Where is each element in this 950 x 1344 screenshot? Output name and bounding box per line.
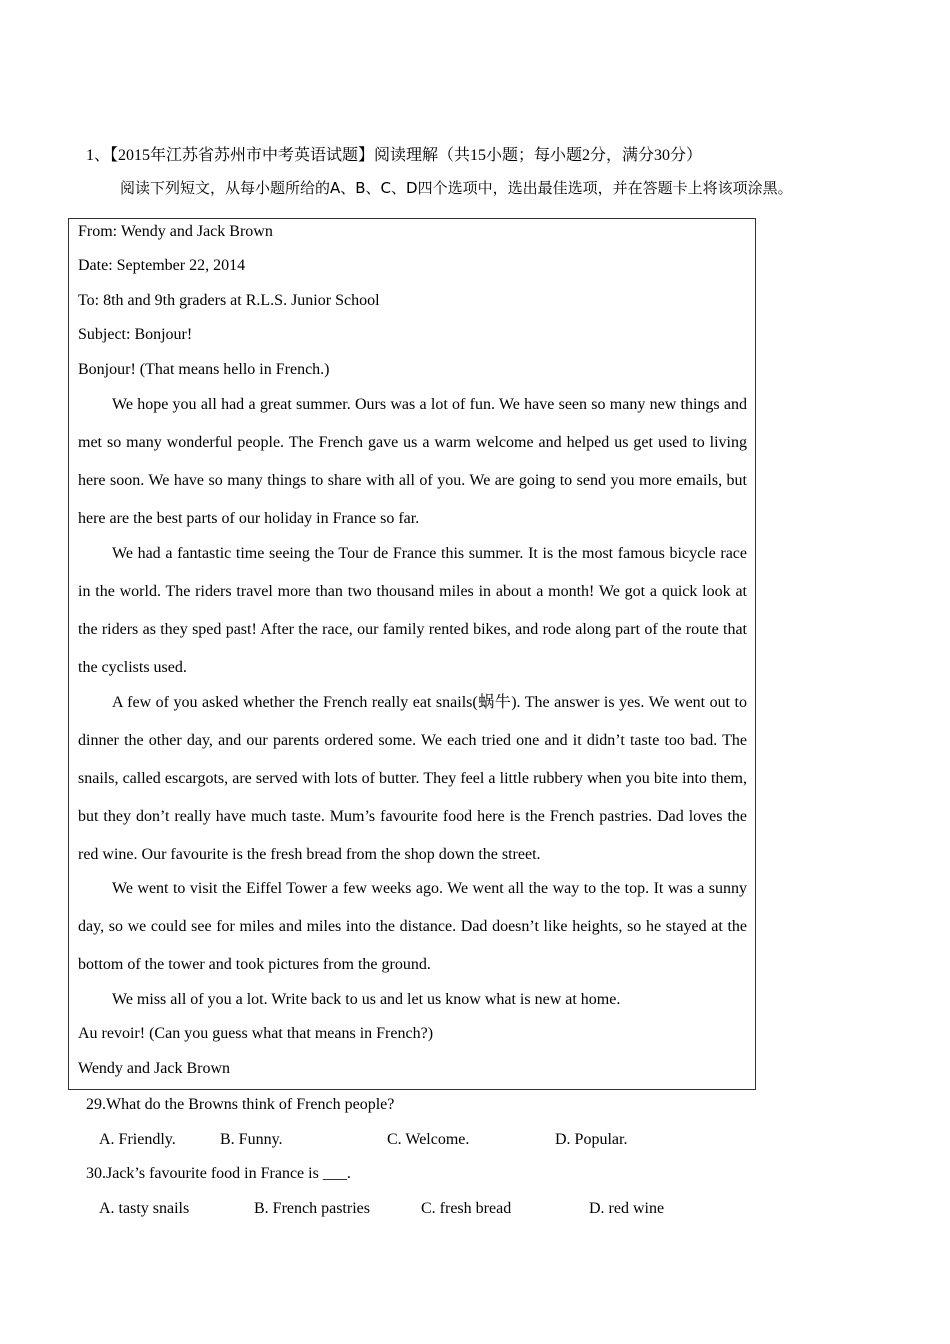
letter-greeting: Bonjour! (That means hello in French.) bbox=[78, 361, 330, 378]
letter-subject: Subject: Bonjour! bbox=[78, 326, 193, 343]
question-header: 1、【2015年江苏省苏州市中考英语试题】阅读理解（共15小题；每小题2分，满分30分） bbox=[86, 147, 703, 164]
instruction-text: 阅读下列短文，从每小题所给的A、B、C、D四个选项中，选出最佳选项，并在答题卡上将该项涂黑。 bbox=[120, 179, 793, 197]
question-30-option-b[interactable]: B. French pastries bbox=[254, 1200, 370, 1217]
letter-paragraph: We hope you all had a great summer. Ours was a lot of fun. We have seen so many new things and met so many wonderful people. The French gave us a warm welcome and helped us get used to living here soon. We have so many things to share with all of you. We are going to send you more emails, but here are the best parts of our holiday in France so far. bbox=[78, 396, 747, 527]
letter-paragraph: We miss all of you a lot. Write back to us and let us know what is new at home. bbox=[112, 991, 621, 1008]
question-30-stem: 30.Jack’s favourite food in France is ___. bbox=[86, 1165, 351, 1182]
letter-paragraph: We had a fantastic time seeing the Tour de France this summer. It is the most famous bicycle race in the world. The riders travel more than two thousand miles in about a month! We got a quick look at the riders as they sped past! After the race, our family rented bikes, and rode along part of the route that the cyclists used. bbox=[78, 545, 747, 676]
letter-paragraph: A few of you asked whether the French really eat snails(蜗牛). The answer is yes. We went out to dinner the other day, and our parents ordered some. We each tried one and it didn’t taste too bad. The snails, called escargots, are served with lots of butter. They feel a little rubbery when you bite into them, but they don’t really have much taste. Mum’s favourite food here is the French pastries. Dad loves the red wine. Our favourite is the fresh bread from the shop down the street. bbox=[78, 694, 747, 863]
question-29-stem: 29.What do the Browns think of French people? bbox=[86, 1096, 395, 1113]
question-29-option-a[interactable]: A. Friendly. bbox=[99, 1131, 176, 1148]
question-30-option-c[interactable]: C. fresh bread bbox=[421, 1200, 512, 1217]
letter-paragraph: We went to visit the Eiffel Tower a few weeks ago. We went all the way to the top. It was a sunny day, so we could see for miles and miles into the distance. Dad doesn’t like heights, so he stayed at the bottom of the tower and took pictures from the ground. bbox=[78, 880, 747, 973]
letter-signature: Wendy and Jack Brown bbox=[78, 1060, 231, 1077]
letter-date: Date: September 22, 2014 bbox=[78, 257, 246, 274]
letter-box bbox=[68, 218, 756, 1090]
question-30-option-a[interactable]: A. tasty snails bbox=[99, 1200, 190, 1217]
letter-to: To: 8th and 9th graders at R.L.S. Junior School bbox=[78, 292, 380, 309]
question-29-option-c[interactable]: C. Welcome. bbox=[387, 1131, 470, 1148]
question-29-option-b[interactable]: B. Funny. bbox=[220, 1131, 283, 1148]
letter-from: From: Wendy and Jack Brown bbox=[78, 223, 273, 240]
question-30-option-d[interactable]: D. red wine bbox=[589, 1200, 665, 1217]
question-29-option-d[interactable]: D. Popular. bbox=[555, 1131, 628, 1148]
letter-closing: Au revoir! (Can you guess what that means in French?) bbox=[78, 1025, 434, 1042]
